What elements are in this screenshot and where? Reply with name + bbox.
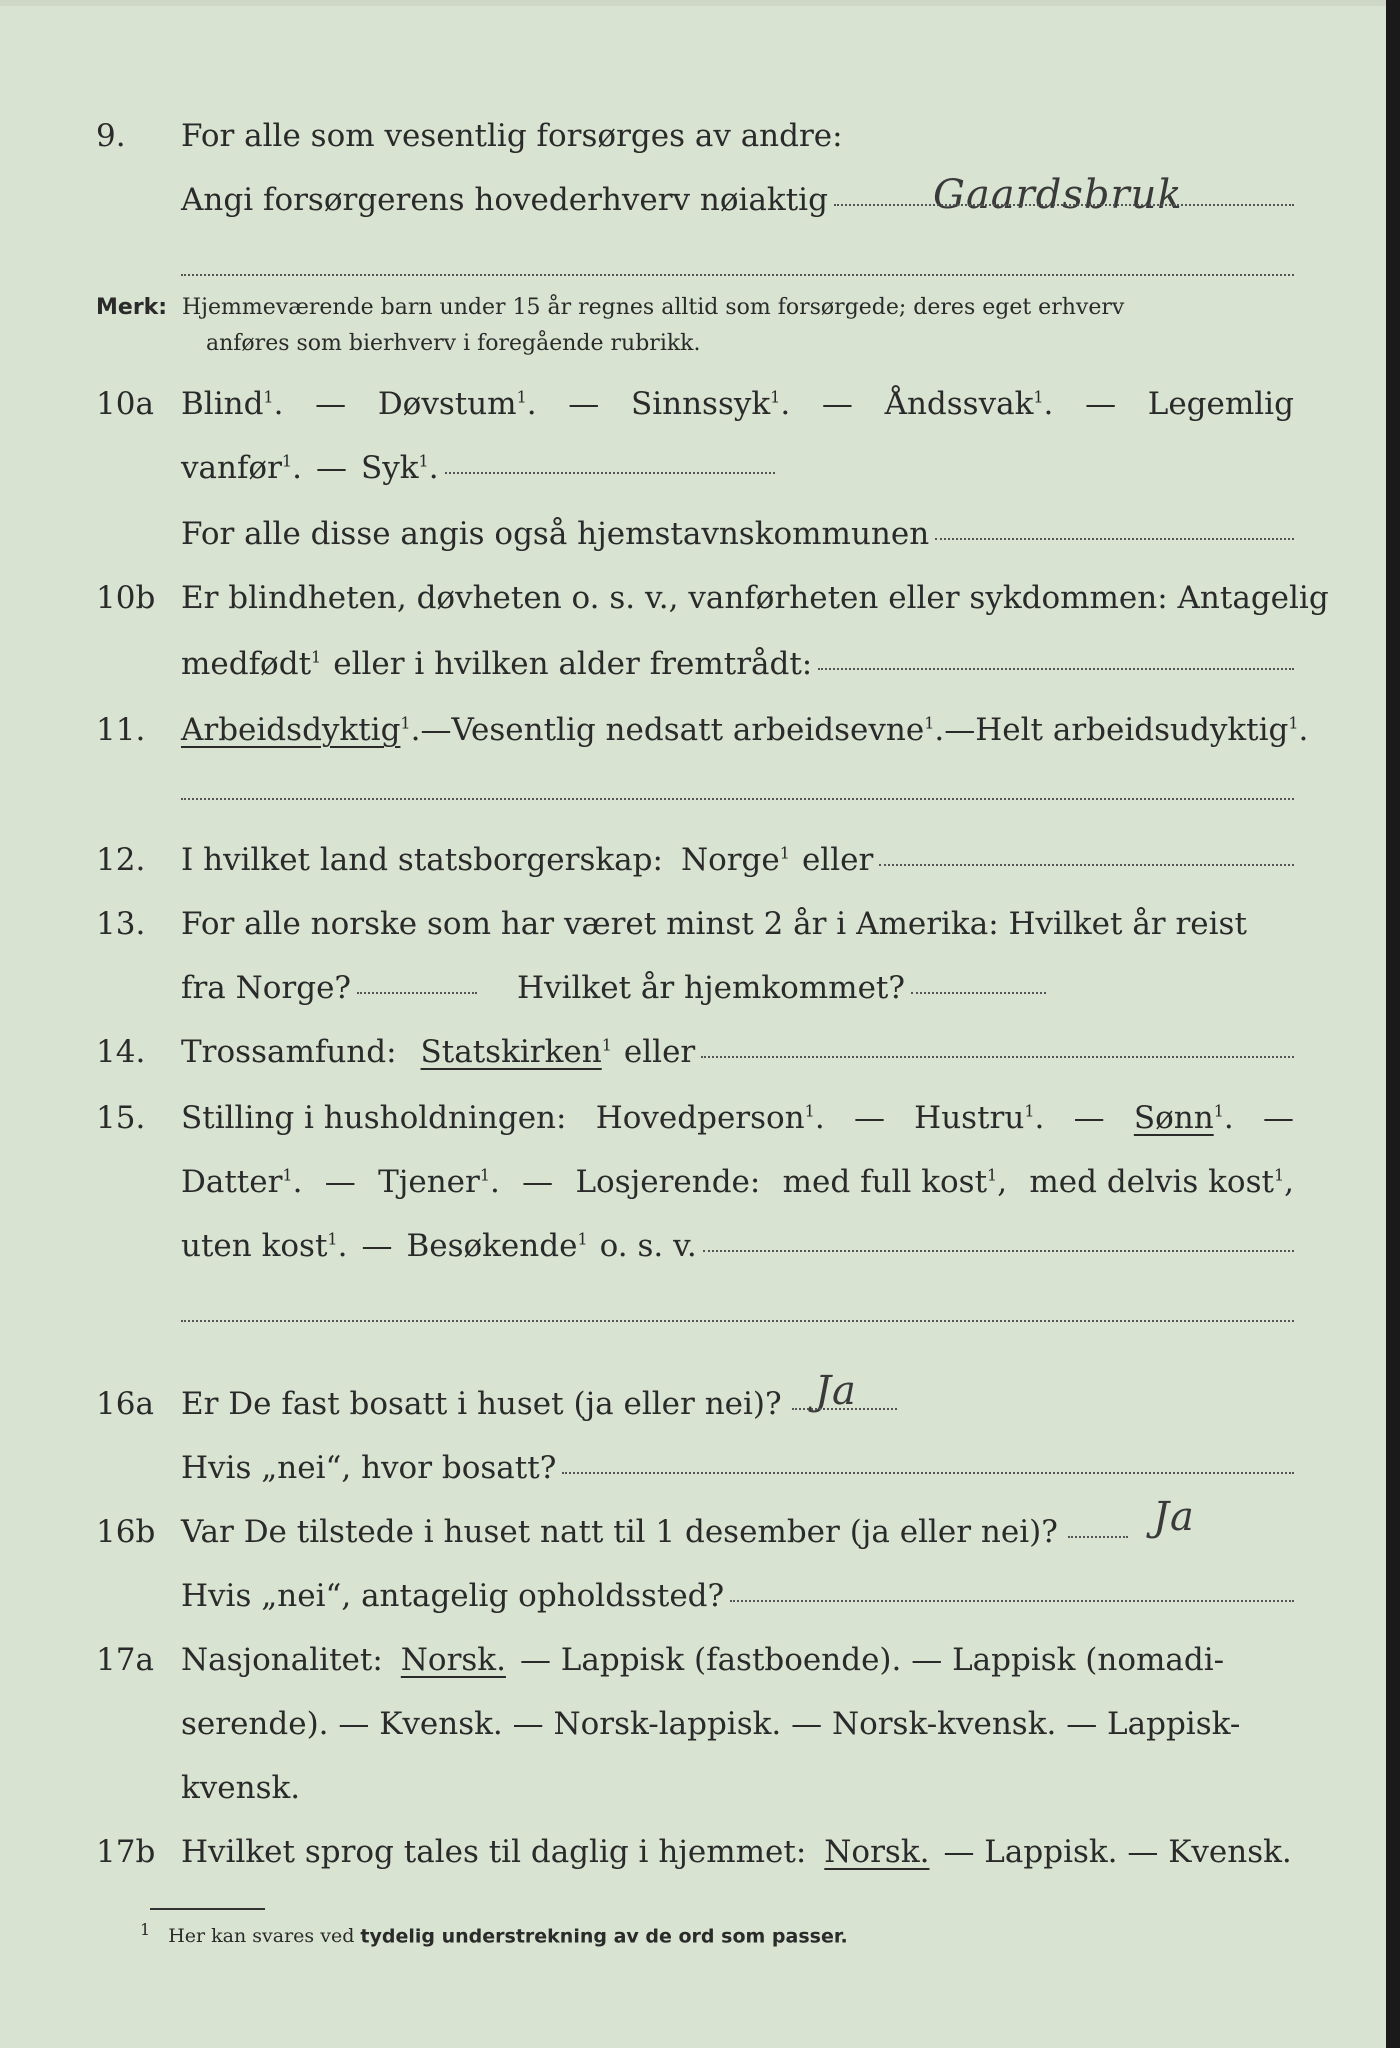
q16b-opholdssted-line	[730, 1600, 1294, 1602]
dash: —	[944, 712, 976, 748]
q16a-line2	[181, 1450, 1294, 1486]
footnote-lead: Her kan svares ved	[168, 1925, 355, 1948]
q17b-line1	[181, 1834, 1294, 1870]
q9-prompt: Angi forsørgerens hovederhverv nøiaktig	[181, 182, 828, 218]
q9-text: For alle som vesentlig forsørges av andre:	[181, 118, 843, 154]
opt-tjener[interactable]: Tjener$^1$.	[378, 1164, 500, 1200]
item-number-9: 9.	[96, 118, 126, 154]
footnote-bold: tydelig understrekning av de ord som passer.	[360, 1925, 848, 1948]
q15-losjerende: Losjerende:	[575, 1164, 761, 1200]
q17a-line3	[181, 1770, 1294, 1806]
q13-line1	[181, 906, 1294, 942]
q16a-line1	[181, 1368, 1294, 1422]
q17a-options-1[interactable]: — Lappisk (fastboende). — Lappisk (nomadi-	[519, 1642, 1225, 1678]
q16a-prompt: Er De fast bosatt i huset (ja eller nei)?	[181, 1386, 782, 1422]
dash: —	[853, 1100, 885, 1136]
opt-syk[interactable]: Syk$^1$.	[360, 450, 439, 486]
q13-hjemkommet-line	[911, 992, 1046, 994]
q10a-line1	[181, 386, 1294, 422]
dash: —	[522, 1164, 554, 1200]
q15-extra-line	[181, 1320, 1294, 1322]
dash: —	[1073, 1100, 1105, 1136]
q16b-opholdssted-prompt: Hvis „nei“, antagelig opholdssted?	[181, 1578, 725, 1614]
opt-statskirken[interactable]: Statskirken$^1$	[420, 1034, 612, 1070]
q15-prompt: Stilling i husholdningen:	[181, 1100, 567, 1136]
opt-andssvak[interactable]: Åndssvak$^1$.	[884, 386, 1054, 422]
merk-label: Merk:	[96, 295, 168, 320]
q15-osv: o. s. v.	[599, 1228, 697, 1264]
item-number-16b: 16b	[96, 1514, 156, 1550]
item-number-14: 14.	[96, 1034, 146, 1070]
opt-dovstum[interactable]: Døvstum$^1$.	[377, 386, 537, 422]
q16a-answer-line	[792, 1408, 897, 1410]
opt-hovedperson[interactable]: Hovedperson$^1$.	[595, 1100, 825, 1136]
opt-delvis-kost[interactable]: med delvis kost$^1$,	[1029, 1164, 1294, 1200]
opt-norge[interactable]: Norge$^1$	[680, 842, 790, 878]
item-number-17a: 17a	[96, 1642, 154, 1678]
dash: —	[420, 712, 452, 748]
opt-norsk-nasjonalitet[interactable]: Norsk.	[400, 1642, 506, 1678]
q11-line1	[181, 712, 1309, 748]
q12-line1	[181, 842, 1294, 878]
q9-line1	[181, 118, 1294, 154]
opt-arbeidsdyktig[interactable]: Arbeidsdyktig$^1$.	[181, 712, 421, 748]
q16b-prompt: Var De tilstede i huset natt til 1 desember (ja eller nei)?	[181, 1514, 1058, 1550]
q17a-options-3[interactable]: kvensk.	[181, 1770, 301, 1806]
q15-answer-line	[703, 1250, 1294, 1252]
q14-line1	[181, 1034, 1294, 1070]
q12-tail: eller	[801, 842, 874, 878]
dash: —	[361, 1228, 393, 1264]
q9-extra-line	[181, 274, 1294, 276]
q10b-answer-line	[818, 668, 1294, 670]
dash: —	[1085, 386, 1117, 422]
q16b-answer-line	[1068, 1536, 1128, 1538]
q10a-hjemstavn-prompt: For alle disse angis også hjemstavnskommunen	[181, 516, 930, 552]
opt-vanfor[interactable]: vanfør$^1$.	[181, 450, 302, 486]
item-number-17b: 17b	[96, 1834, 156, 1870]
q16a-handwritten-answer[interactable]: Ja	[815, 1368, 857, 1414]
q9-handwritten-answer[interactable]: Gaardsbruk	[933, 172, 1183, 218]
q10a-hjemstavn-line	[935, 538, 1294, 540]
q10a-line2	[181, 450, 1294, 486]
q16b-handwritten-answer[interactable]: Ja	[1153, 1494, 1195, 1540]
q15-line3	[181, 1228, 1294, 1264]
merk-note	[96, 290, 1306, 362]
opt-hustru[interactable]: Hustru$^1$.	[914, 1100, 1045, 1136]
opt-norsk-sprog[interactable]: Norsk.	[824, 1834, 930, 1870]
q17a-options-2[interactable]: serende). — Kvensk. — Norsk-lappisk. — Norsk-kvensk. — Lappisk-	[181, 1706, 1241, 1742]
footnote-mark: 1	[140, 1920, 151, 1939]
q17a-line1	[181, 1642, 1294, 1678]
q14-answer-line	[701, 1056, 1294, 1058]
q12-answer-line	[879, 864, 1294, 866]
q9-answer-line	[834, 204, 1294, 206]
q15-line2	[181, 1164, 1294, 1200]
q10b-text: Er blindheten, døvheten o. s. v., vanførheten eller sykdommen: Antagelig	[181, 580, 1329, 616]
dash: —	[324, 1164, 356, 1200]
q10b-line1	[181, 580, 1329, 616]
item-number-10a: 10a	[96, 386, 154, 422]
q17a-prompt: Nasjonalitet:	[181, 1642, 383, 1678]
footnote-rule	[150, 1908, 265, 1910]
item-number-11: 11.	[96, 712, 146, 748]
merk-text-2: anføres som bierhverv i foregående rubrikk.	[206, 331, 701, 356]
item-number-10b: 10b	[96, 580, 156, 616]
opt-full-kost[interactable]: med full kost$^1$,	[782, 1164, 1008, 1200]
q16a-bosatt-prompt: Hvis „nei“, hvor bosatt?	[181, 1450, 557, 1486]
q10a-line3	[181, 516, 1294, 552]
q13-reist-prompt: fra Norge?	[181, 970, 352, 1006]
q13-line2	[181, 970, 1294, 1006]
dash: —	[568, 386, 600, 422]
q16b-line1	[181, 1494, 1294, 1550]
q16a-bosatt-line	[562, 1472, 1294, 1474]
opt-legemlig[interactable]: Legemlig	[1147, 386, 1294, 422]
q12-text: I hvilket land statsborgerskap:	[181, 842, 663, 878]
q13-hjemkommet-prompt: Hvilket år hjemkommet?	[517, 970, 906, 1006]
q13-text: For alle norske som har været minst 2 år i Amerika: Hvilket år reist	[181, 906, 1247, 942]
dash: —	[315, 450, 347, 486]
merk-text-1: Hjemmeværende barn under 15 år regnes alltid som forsørgede; deres eget erhverv	[182, 295, 1125, 320]
opt-nedsatt[interactable]: Vesentlig nedsatt arbeidsevne$^1$.	[451, 712, 945, 748]
q14-text: Trossamfund:	[181, 1034, 397, 1070]
dash: —	[821, 386, 853, 422]
q13-reist-line	[357, 992, 477, 994]
dash: —	[1262, 1100, 1294, 1136]
opt-besokende[interactable]: Besøkende$^1$	[406, 1228, 588, 1264]
footnote	[140, 1920, 848, 1947]
q16b-line2	[181, 1578, 1294, 1614]
q9-line2	[181, 172, 1294, 218]
q17a-line2	[181, 1706, 1294, 1742]
q17b-prompt: Hvilket sprog tales til daglig i hjemmet:	[181, 1834, 807, 1870]
item-number-15: 15.	[96, 1100, 146, 1136]
opt-blind[interactable]: Blind$^1$.	[181, 386, 284, 422]
opt-sinnssyk[interactable]: Sinnssyk$^1$.	[630, 386, 791, 422]
item-number-13: 13.	[96, 906, 146, 942]
q17b-options[interactable]: — Lappisk. — Kvensk.	[943, 1834, 1292, 1870]
q15-line1	[181, 1100, 1294, 1136]
q14-tail: eller	[623, 1034, 696, 1070]
item-number-16a: 16a	[96, 1386, 154, 1422]
q10b-line2	[181, 646, 1294, 682]
q10b-prompt: eller i hvilken alder fremtrådt:	[333, 646, 813, 682]
q10a-answer-line	[445, 472, 775, 474]
opt-medfodt[interactable]: medfødt$^1$	[181, 646, 322, 682]
opt-udyktig[interactable]: Helt arbeidsudyktig$^1$.	[975, 712, 1309, 748]
item-number-12: 12.	[96, 842, 146, 878]
q11-extra-line	[181, 798, 1294, 800]
dash: —	[315, 386, 347, 422]
opt-sonn[interactable]: Sønn$^1$.	[1133, 1100, 1234, 1136]
opt-datter[interactable]: Datter$^1$.	[181, 1164, 303, 1200]
opt-uten-kost[interactable]: uten kost$^1$.	[181, 1228, 348, 1264]
